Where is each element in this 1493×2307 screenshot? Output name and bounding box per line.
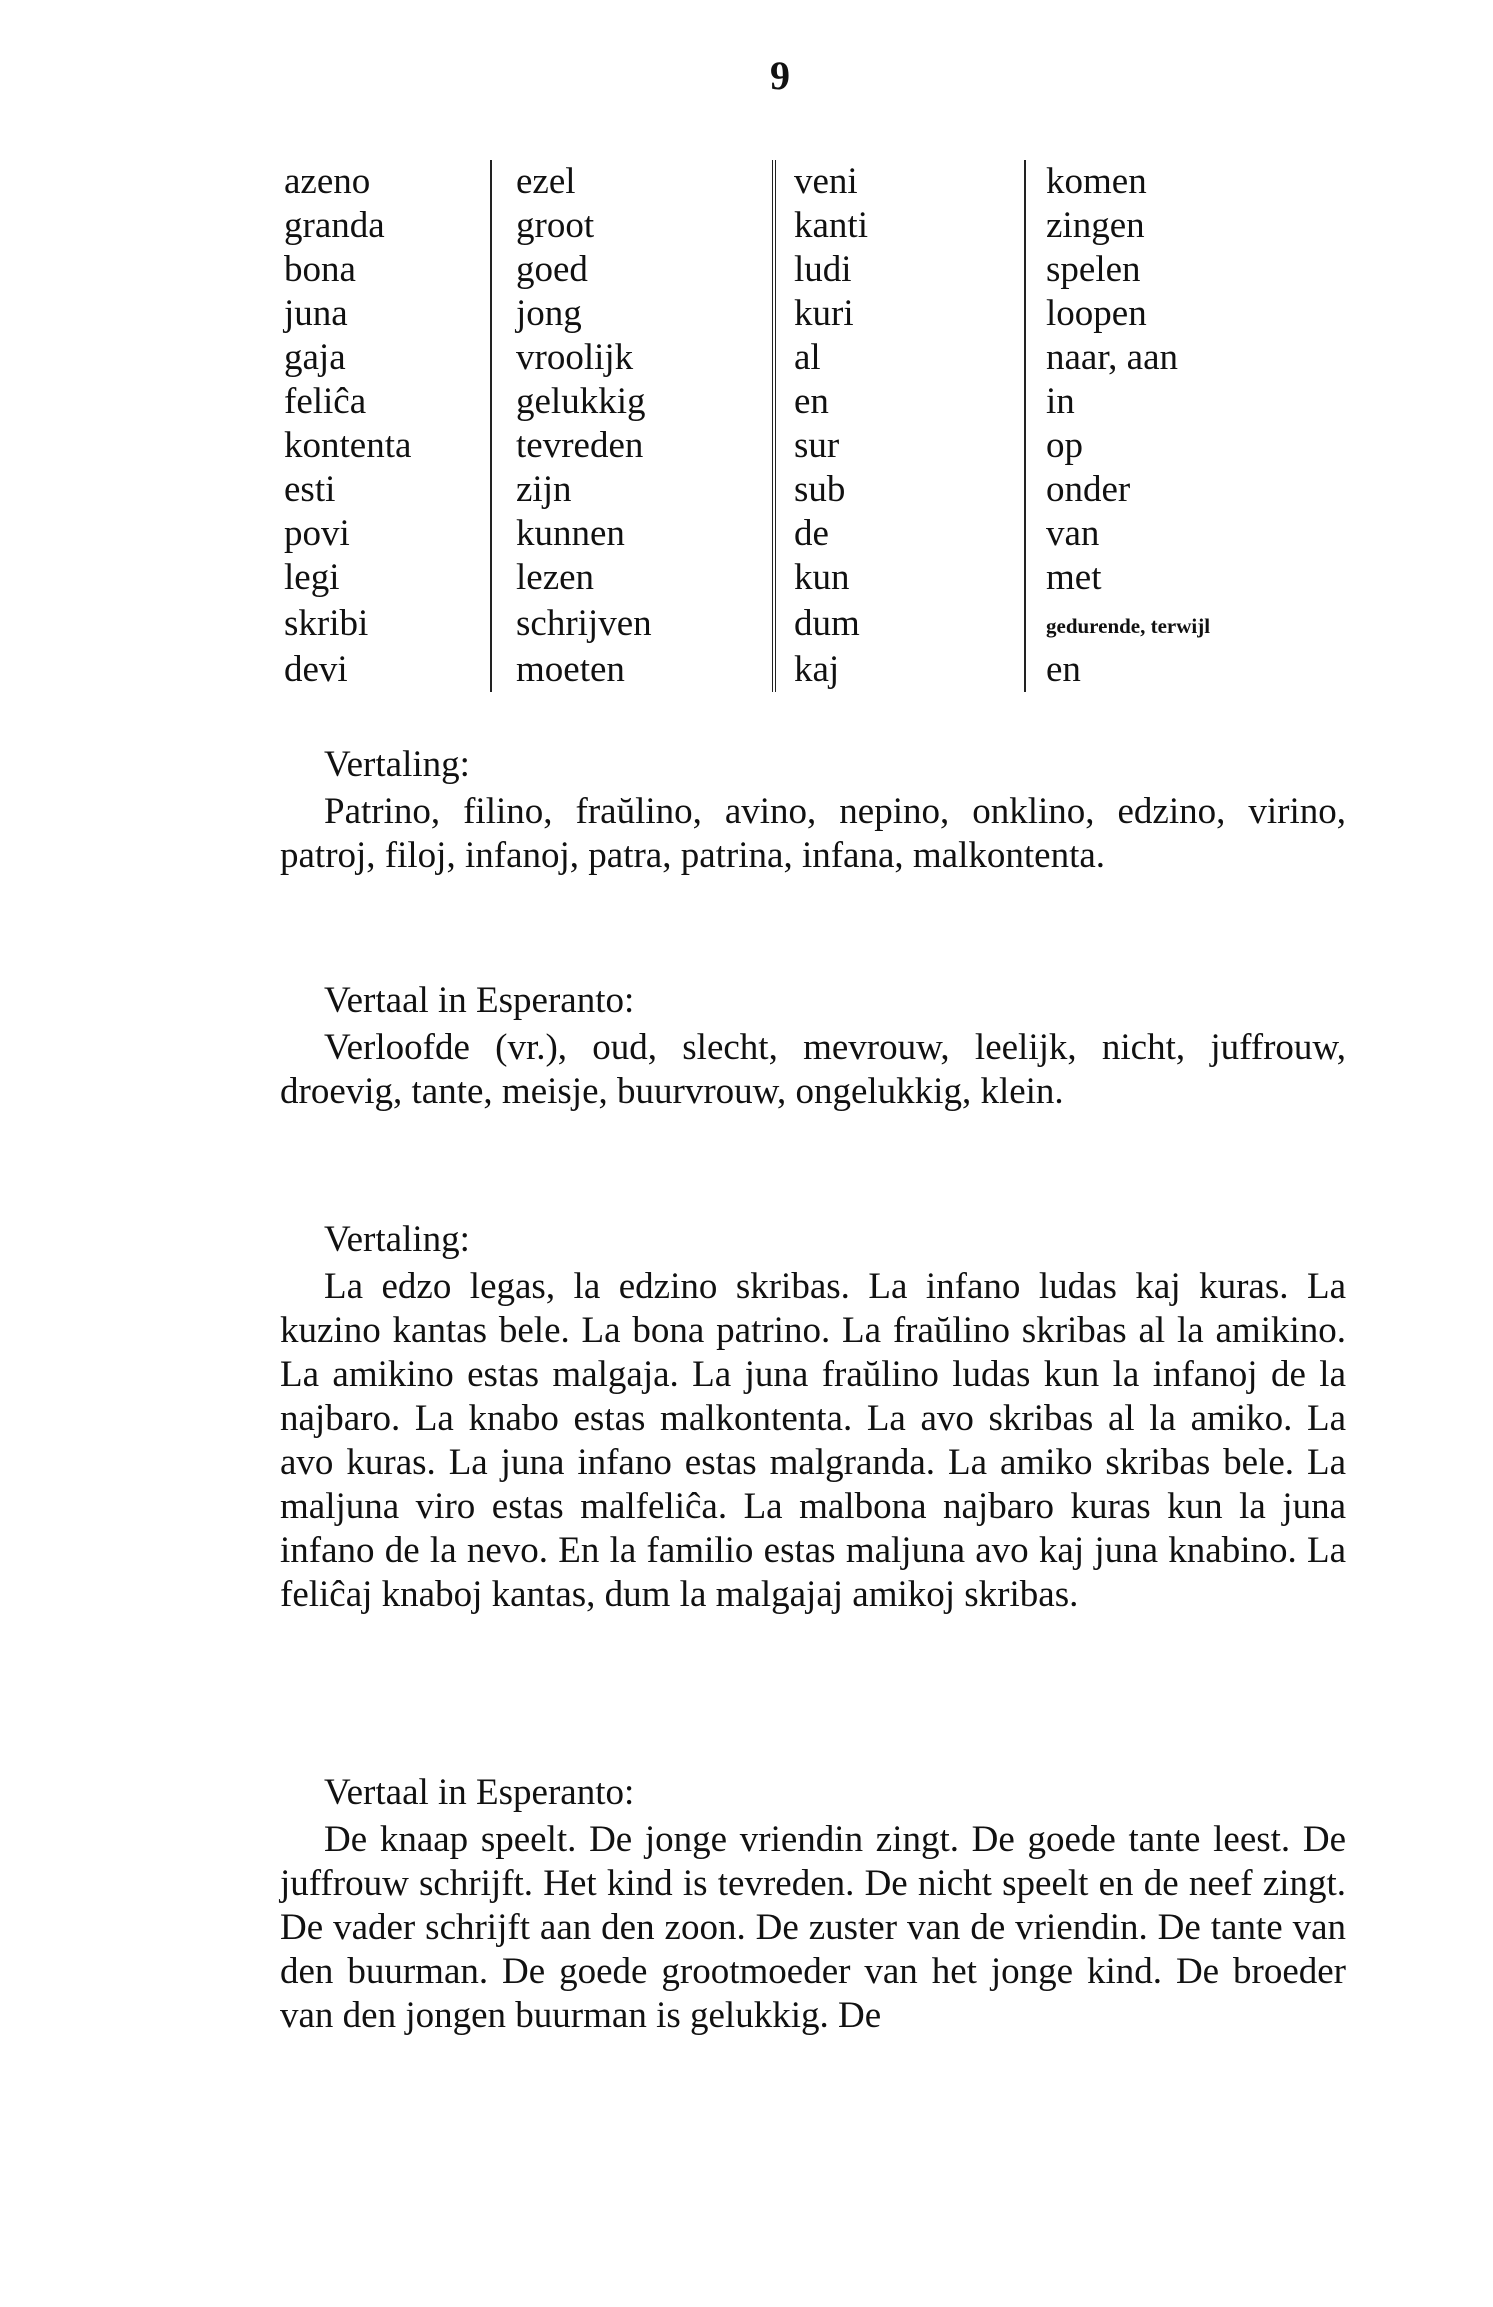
esperanto-word: legi xyxy=(284,557,340,598)
exercise-heading: Vertaling: xyxy=(324,1219,470,1260)
dutch-translation: van xyxy=(1025,512,1210,556)
vocab-row xyxy=(278,248,1210,292)
esperanto-word: granda xyxy=(284,205,385,246)
exercise-heading: Vertaal in Esperanto: xyxy=(324,1772,635,1813)
vocab-row xyxy=(278,512,1210,556)
dutch-translation: moeten xyxy=(491,648,774,692)
dutch-translation: spelen xyxy=(1025,248,1210,292)
esperanto-word: dum xyxy=(774,600,1025,648)
esperanto-word: feliĉa xyxy=(284,381,367,422)
exercise-to-esperanto-1 xyxy=(280,976,1346,1114)
dutch-translation: op xyxy=(1025,424,1210,468)
dutch-translation-small: gedurende, terwijl xyxy=(1046,614,1211,638)
exercise-to-esperanto-2 xyxy=(280,1768,1346,2038)
dutch-translation: goed xyxy=(491,248,774,292)
esperanto-word: skribi xyxy=(284,603,369,644)
esperanto-word: kun xyxy=(774,556,1025,600)
esperanto-word: povi xyxy=(284,513,350,554)
dutch-translation xyxy=(1025,600,1210,648)
dutch-translation: loopen xyxy=(1025,292,1210,336)
dutch-translation: vroolijk xyxy=(491,336,774,380)
dutch-translation: onder xyxy=(1025,468,1210,512)
vocab-row xyxy=(278,336,1210,380)
vocab-row xyxy=(278,160,1210,204)
vocab-row xyxy=(278,380,1210,424)
esperanto-word: sur xyxy=(774,424,1025,468)
esperanto-word: en xyxy=(774,380,1025,424)
vocab-row xyxy=(278,424,1210,468)
esperanto-word: veni xyxy=(774,160,1025,204)
dutch-translation: zingen xyxy=(1025,204,1210,248)
exercise-text: La edzo legas, la edzino skribas. La infano ludas kaj kuras. La kuzino kantas bele. La bona patrino. La fraŭlino skribas al la amikino. La amikino estas malgaja. La juna fraŭlino ludas kun la infanoj de la najbaro. La knabo estas malkontenta. La avo skribas al la amiko. La avo kuras. La juna infano estas malgranda. La amiko skribas bele. La maljuna viro estas malfeliĉa. La malbona najbaro kuras kun la juna infano de la nevo. En la familio estas maljuna avo kaj juna knabino. La feliĉaj knaboj kantas, dum la malgajaj amikoj skribas. xyxy=(280,1266,1346,1615)
exercise-text: Verloofde (vr.), oud, slecht, mevrouw, leelijk, nicht, juffrouw, droevig, tante, meisje, buurvrouw, ongelukkig, klein. xyxy=(280,1027,1346,1112)
esperanto-word: al xyxy=(774,336,1025,380)
esperanto-word: juna xyxy=(284,293,348,334)
esperanto-word: azeno xyxy=(284,161,371,202)
exercise-text: De knaap speelt. De jonge vriendin zingt. De goede tante leest. De juffrouw schrijft. Het kind is tevreden. De nicht speelt en de neef zingt. De vader schrijft aan den zoon. De zuster van de vriendin. De tante van den buurman. De goede grootmoeder van het jonge kind. De broeder van den jongen buurman is gelukkig. De xyxy=(280,1819,1346,2036)
esperanto-word: gaja xyxy=(284,337,346,378)
exercise-text: Patrino, filino, fraŭlino, avino, nepino, onklino, edzino, virino, patroj, filoj, infanoj, patra, patrina, infana, malkontenta. xyxy=(280,791,1346,876)
vocab-row xyxy=(278,292,1210,336)
vocab-row xyxy=(278,204,1210,248)
dutch-translation: zijn xyxy=(491,468,774,512)
dutch-translation: met xyxy=(1025,556,1210,600)
dutch-translation: gelukkig xyxy=(491,380,774,424)
dutch-translation: en xyxy=(1025,648,1210,692)
dutch-translation: kunnen xyxy=(491,512,774,556)
dutch-translation: naar, aan xyxy=(1025,336,1210,380)
esperanto-word: ludi xyxy=(774,248,1025,292)
exercise-translate-2 xyxy=(280,1215,1346,1617)
esperanto-word: de xyxy=(774,512,1025,556)
vocab-row xyxy=(278,468,1210,512)
esperanto-word: kanti xyxy=(774,204,1025,248)
esperanto-word: kuri xyxy=(774,292,1025,336)
dutch-translation: tevreden xyxy=(491,424,774,468)
dutch-translation: lezen xyxy=(491,556,774,600)
esperanto-word: devi xyxy=(284,649,348,690)
esperanto-word: kaj xyxy=(774,648,1025,692)
exercise-heading: Vertaal in Esperanto: xyxy=(324,980,635,1021)
vocab-row xyxy=(278,556,1210,600)
dutch-translation: ezel xyxy=(491,160,774,204)
dutch-translation: groot xyxy=(491,204,774,248)
vocab-row xyxy=(278,648,1210,692)
dutch-translation: jong xyxy=(491,292,774,336)
esperanto-word: kontenta xyxy=(284,425,412,466)
exercise-heading: Vertaling: xyxy=(324,744,470,785)
vocab-row xyxy=(278,600,1210,648)
esperanto-word: bona xyxy=(284,249,356,290)
esperanto-word: sub xyxy=(774,468,1025,512)
vocabulary-table xyxy=(278,160,1210,692)
dutch-translation: schrijven xyxy=(491,600,774,648)
exercise-translate-1 xyxy=(280,740,1346,878)
esperanto-word: esti xyxy=(284,469,336,510)
dutch-translation: in xyxy=(1025,380,1210,424)
dutch-translation: komen xyxy=(1025,160,1210,204)
page-number: 9 xyxy=(770,53,790,98)
